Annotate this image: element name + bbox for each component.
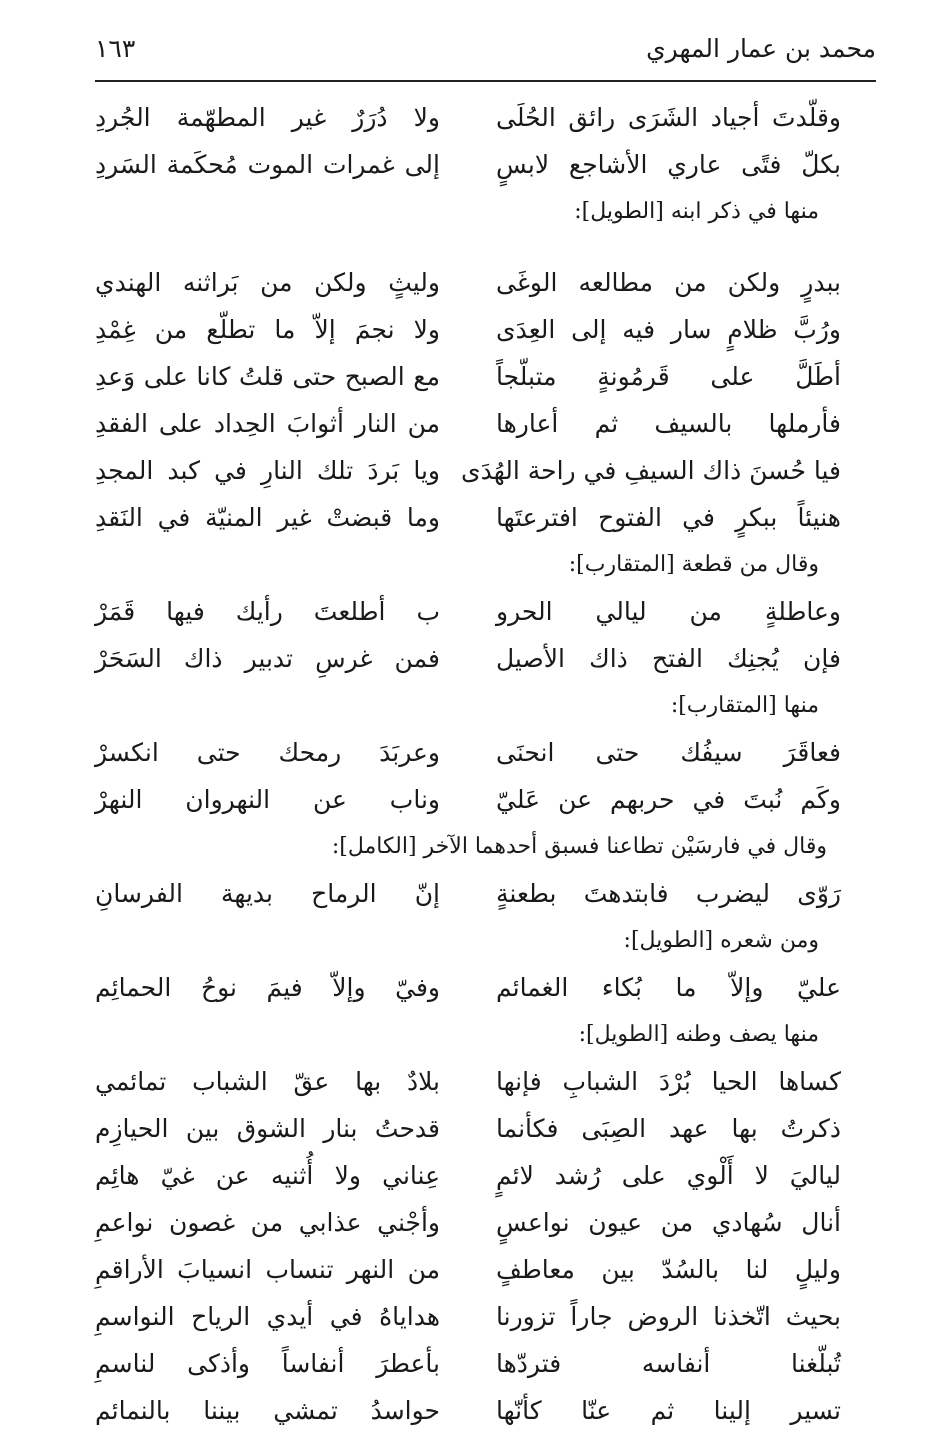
verse-line — [95, 1250, 841, 1297]
intro-text: منها في ذكر ابنه [الطويل]: — [574, 199, 819, 224]
verse-line — [95, 968, 841, 1015]
section-intro — [95, 921, 841, 968]
first-hemistich: أنال سُهادي من عيون نواعسٍ — [496, 1208, 841, 1237]
second-hemistich: وليثٍ ولكن من بَراثنه الهندي — [95, 268, 440, 297]
spacer — [95, 239, 841, 263]
verse-line — [95, 1391, 841, 1438]
first-hemistich: فأرملها بالسيف ثم أعارها — [496, 409, 841, 438]
first-hemistich: فعاقَرَ سيفُك حتى انحنَى — [496, 738, 841, 767]
verse-line — [95, 592, 841, 639]
second-hemistich: إلى غمرات الموت مُحكَمة السَردِ — [95, 150, 440, 179]
verse-line — [95, 1156, 841, 1203]
intro-text: وقال من قطعة [المتقارب]: — [568, 552, 819, 577]
verse-line — [95, 451, 841, 498]
second-hemistich: وعربَدَ رمحك حتى انكسرْ — [95, 738, 440, 767]
first-hemistich: وقلّدتَ أجياد الشَرَى رائق الحُلَى — [496, 103, 841, 132]
verse-line — [95, 1203, 841, 1250]
second-hemistich: بأعطرَ أنفاساً وأذكى لناسمِ — [95, 1349, 440, 1378]
section-intro — [95, 1015, 841, 1062]
first-hemistich: فإن يُجنِك الفتح ذاك الأصيل — [496, 644, 841, 673]
section-intro — [95, 686, 841, 733]
first-hemistich: ذكرتُ بها عهد الصِبَى فكأنما — [496, 1114, 841, 1143]
second-hemistich: فمن غرسِ تدبير ذاك السَحَرْ — [95, 644, 440, 673]
intro-text: منها يصف وطنه [الطويل]: — [578, 1022, 819, 1047]
first-hemistich: بحيث اتّخذنا الروض جاراً تزورنا — [496, 1302, 841, 1331]
second-hemistich: إنّ الرماح بديهة الفرسانِ — [95, 879, 440, 908]
intro-text: وقال في فارسَيْن تطاعنا فسبق أحدهما الآخر [الكامل]: — [331, 834, 827, 859]
verse-line — [95, 1109, 841, 1156]
section-intro — [95, 192, 841, 239]
poem-body — [95, 98, 841, 1438]
second-hemistich: وأجْني عذابي من غصون نواعمِ — [95, 1208, 440, 1237]
second-hemistich: وما قبضتْ غير المنيّة في النَقدِ — [95, 503, 440, 532]
verse-line — [95, 1344, 841, 1391]
intro-text: ومن شعره [الطويل]: — [623, 928, 819, 953]
second-hemistich: بلادٌ بها عقّ الشباب تمائمي — [95, 1067, 440, 1096]
second-hemistich: من النهر تنساب انسيابَ الأراقمِ — [95, 1255, 440, 1284]
first-hemistich: ببدرٍ ولكن من مطالعه الوغَى — [496, 268, 841, 297]
second-hemistich: مع الصبح حتى قلتُ كانا على وَعدِ — [95, 362, 440, 391]
running-title: محمد بن عمار المهري — [646, 34, 876, 63]
second-hemistich: عِناني ولا أُثنيه عن غيّ هائِم — [95, 1161, 440, 1190]
first-hemistich: وعاطلةٍ من ليالي الحرو — [496, 597, 841, 626]
first-hemistich: بكلّ فتًى عاري الأشاجع لابسٍ — [496, 150, 841, 179]
verse-line — [95, 780, 841, 827]
first-hemistich: لياليَ لا أَلْوي على رُشد لائمٍ — [496, 1161, 841, 1190]
first-hemistich: هنيئاً ببكرٍ في الفتوح افترعتَها — [496, 503, 841, 532]
verse-line — [95, 498, 841, 545]
first-hemistich: تُبلّغنا أنفاسه فتردّها — [496, 1349, 841, 1378]
second-hemistich: ب أطلعتَ رأيك فيها قَمَرْ — [95, 597, 440, 626]
verse-line — [95, 145, 841, 192]
first-hemistich: تسير إلينا ثم عنّا كأنّها — [496, 1396, 841, 1425]
verse-line — [95, 1297, 841, 1344]
second-hemistich: وناب عن النهروان النهرْ — [95, 785, 440, 814]
verse-line — [95, 1062, 841, 1109]
intro-text: منها [المتقارب]: — [670, 693, 819, 718]
verse-line — [95, 404, 841, 451]
verse-line — [95, 357, 841, 404]
first-hemistich: عليّ وإلاّ ما بُكاء الغمائم — [496, 973, 841, 1002]
second-hemistich: وفيّ وإلاّ فيمَ نوحُ الحمائِم — [95, 973, 440, 1002]
verse-line — [95, 263, 841, 310]
verse-line — [95, 310, 841, 357]
page-header — [95, 30, 876, 82]
first-hemistich: وليلٍ لنا بالسُدّ بين معاطفٍ — [496, 1255, 841, 1284]
verse-line — [95, 98, 841, 145]
second-hemistich: ويا بَردَ تلك النارِ في كبد المجدِ — [95, 456, 440, 485]
first-hemistich: رَوّى ليضرب فابتدهتَ بطعنةٍ — [496, 879, 841, 908]
first-hemistich: فيا حُسنَ ذاك السيفِ في راحة الهُدَى — [461, 456, 841, 485]
second-hemistich: ولا نجمَ إلاّ ما تطلّع من غِمْدِ — [95, 315, 440, 344]
page-number: ١٦٣ — [95, 34, 136, 63]
section-intro — [95, 545, 841, 592]
second-hemistich: حواسدُ تمشي بيننا بالنمائم — [95, 1396, 440, 1425]
verse-line — [95, 733, 841, 780]
verse-line — [95, 874, 841, 921]
first-hemistich: كساها الحيا بُرْدَ الشبابِ فإنها — [496, 1067, 841, 1096]
first-hemistich: أطَلَّ على قَرمُونةٍ متبلّجاً — [496, 362, 841, 391]
second-hemistich: قدحتُ بنار الشوق بين الحيازِم — [95, 1114, 440, 1143]
second-hemistich: من النار أثوابَ الحِداد على الفقدِ — [95, 409, 440, 438]
first-hemistich: ورُبَّ ظلامٍ سار فيه إلى العِدَى — [496, 315, 841, 344]
second-hemistich: ولا دُرَرٌ غير المطهّمة الجُردِ — [95, 103, 440, 132]
verse-line — [95, 639, 841, 686]
second-hemistich: هداياهُ في أيدي الرياح النواسمِ — [95, 1302, 440, 1331]
first-hemistich: وكَم نُبتَ في حربهم عن عَليّ — [496, 785, 841, 814]
section-intro — [95, 827, 841, 874]
